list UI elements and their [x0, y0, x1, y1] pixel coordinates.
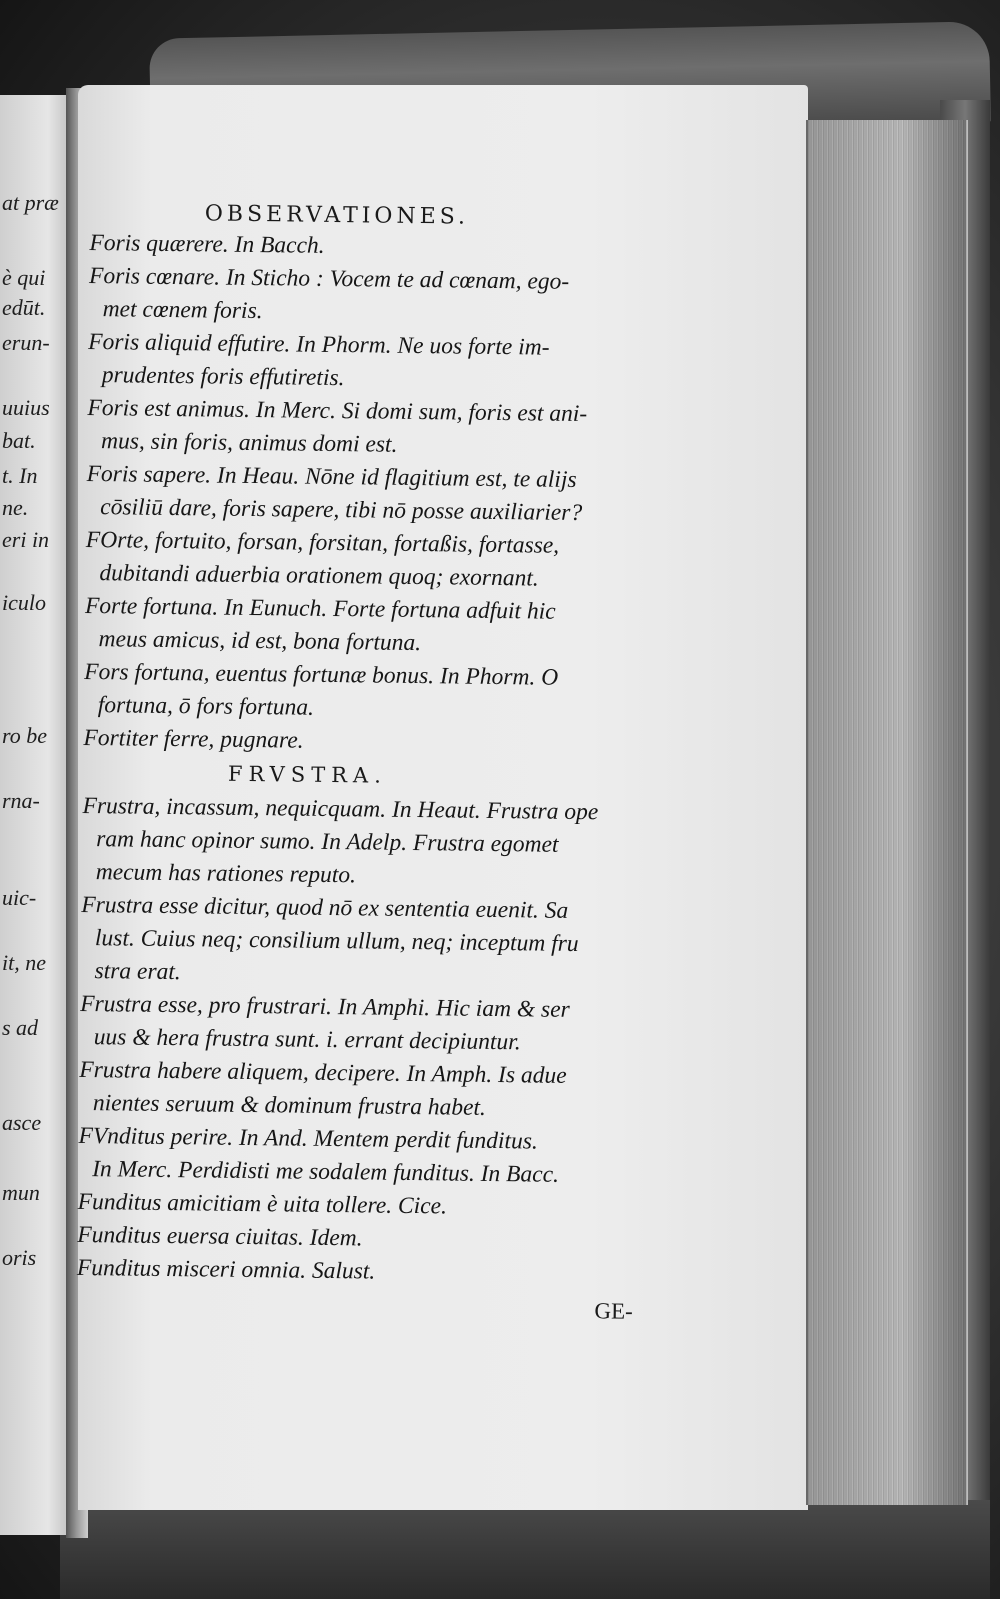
- text-line: stra erat.: [94, 958, 181, 986]
- text-line: fortuna, ō fors fortuna.: [97, 692, 315, 721]
- text-line: Foris quærere. In Bacch.: [89, 229, 325, 259]
- text-line: mus, sin foris, animus domi est.: [100, 428, 398, 458]
- text-line: mecum has rationes reputo.: [95, 859, 357, 889]
- text-line: Frustra habere aliquem, decipere. In Amph. Is adue: [79, 1056, 567, 1089]
- text-line: Foris est animus. In Merc. Si domi sum, foris est ani-: [87, 394, 588, 428]
- left-fragment: uic-: [2, 885, 37, 910]
- text-line: met cœnem foris.: [102, 296, 263, 325]
- text-line: Funditus amicitiam è uita tollere. Cice.: [77, 1188, 448, 1220]
- text-line: ram hanc opinor sumo. In Adelp. Frustra egomet: [96, 826, 559, 858]
- section-heading: FRVSTRA.: [227, 761, 387, 788]
- text-line: Foris cœnare. In Sticho : Vocem te ad cœnam, ego-: [88, 262, 570, 295]
- text-line: uus & hera frustra sunt. i. errant decipiuntur.: [93, 1024, 521, 1056]
- left-fragment: ne.: [2, 495, 29, 520]
- left-fragment: erun-: [2, 330, 50, 355]
- left-fragment: eri in: [2, 527, 50, 552]
- running-head: OBSERVATIONES.: [204, 201, 470, 230]
- page-fore-edge-shade: [806, 120, 966, 1505]
- left-fragment: s ad: [2, 1015, 39, 1040]
- text-line: nientes seruum & dominum frustra habet.: [92, 1090, 487, 1121]
- text-line: Fors fortuna, euentus fortunæ bonus. In Phorm. O: [84, 658, 559, 691]
- text-block: [76, 200, 660, 1327]
- text-line: lust. Cuius neq; consilium ullum, neq; inceptum fru: [94, 925, 579, 958]
- text-line: FVnditus perire. In And. Mentem perdit funditus.: [78, 1122, 538, 1155]
- left-fragment: it, ne: [2, 950, 46, 975]
- text-line: Foris aliquid effutire. In Phorm. Ne uos forte im-: [88, 328, 550, 361]
- text-line: dubitandi aduerbia orationem quoq; exornant.: [99, 560, 539, 592]
- left-fragment: uuius: [2, 395, 50, 420]
- left-fragment: ro be: [2, 723, 48, 748]
- text-line: In Merc. Perdidisti me sodalem funditus. In Bacc.: [92, 1156, 560, 1188]
- left-fragment: edūt.: [2, 295, 46, 320]
- text-line: prudentes foris effutiretis.: [101, 362, 345, 392]
- text-line: Forte fortuna. In Eunuch. Forte fortuna adfuit hic: [84, 592, 556, 625]
- text-line: Funditus misceri omnia. Salust.: [76, 1254, 376, 1285]
- text-line: meus amicus, id est, bona fortuna.: [98, 626, 422, 657]
- left-fragment: at præ: [2, 190, 59, 215]
- text-line: Frustra esse dicitur, quod nō ex sententia euenit. Sa: [81, 891, 569, 924]
- left-fragment: iculo: [2, 590, 46, 615]
- text-line: Funditus euersa ciuitas. Idem.: [77, 1221, 363, 1252]
- text-line: Frustra esse, pro frustrari. In Amphi. Hic iam & ser: [80, 990, 570, 1023]
- catchword: GE-: [594, 1298, 633, 1324]
- text-line: FOrte, fortuito, forsan, forsitan, fortaßis, fortasse,: [85, 526, 560, 559]
- left-fragment: mun: [2, 1180, 40, 1205]
- left-fragment: oris: [2, 1245, 37, 1270]
- left-fragment: t. In: [2, 463, 38, 488]
- text-line: cōsiliū dare, foris sapere, tibi nō posse auxiliarier?: [100, 494, 583, 527]
- book-cover-bottom: [60, 1500, 990, 1599]
- text-line: Foris sapere. In Heau. Nōne id flagitium est, te alijs: [86, 460, 577, 493]
- left-fragment: è qui: [2, 265, 46, 290]
- left-fragment: asce: [2, 1110, 42, 1135]
- left-fragment: rna-: [2, 788, 40, 813]
- left-fragment: bat.: [2, 428, 36, 453]
- text-line: Frustra, incassum, nequicquam. In Heaut. Frustra ope: [82, 792, 599, 826]
- text-line: Fortiter ferre, pugnare.: [83, 724, 304, 754]
